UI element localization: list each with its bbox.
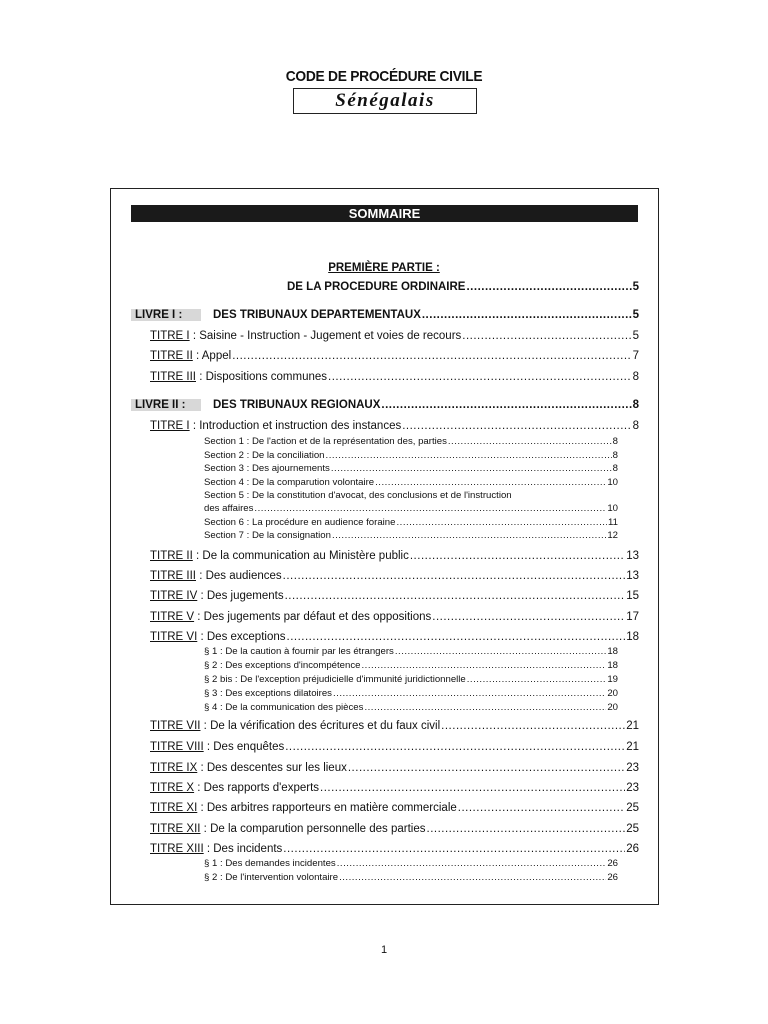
leader-dots bbox=[254, 503, 606, 514]
toc-sub-entry[interactable] bbox=[204, 688, 618, 699]
titre-text: : De la communication au Ministère public bbox=[192, 550, 409, 562]
leader-dots bbox=[448, 436, 612, 447]
sub-text: § 2 : Des exceptions d'incompétence bbox=[204, 660, 361, 671]
page-ref: 18 bbox=[607, 646, 618, 657]
titre-text: : Des audiences bbox=[196, 570, 282, 582]
toc-entry[interactable] bbox=[150, 720, 639, 732]
page-ref: 26 bbox=[607, 858, 618, 869]
leader-dots bbox=[375, 477, 606, 488]
toc-entry[interactable] bbox=[150, 762, 639, 774]
titre-code: TITRE XI bbox=[150, 802, 198, 814]
sub-text: Section 4 : De la comparution volontaire bbox=[204, 477, 375, 488]
leader-dots bbox=[395, 646, 606, 657]
page-ref: 5 bbox=[632, 330, 639, 342]
sub-text: § 3 : Des exceptions dilatoires bbox=[204, 688, 332, 699]
toc-entry[interactable] bbox=[150, 611, 639, 623]
titre-code: TITRE XIII bbox=[150, 843, 204, 855]
leader-dots bbox=[364, 702, 606, 713]
toc-entry[interactable] bbox=[150, 741, 639, 753]
page-ref: 18 bbox=[607, 660, 618, 671]
toc-sub-entry[interactable] bbox=[204, 872, 618, 883]
leader-dots bbox=[422, 309, 632, 321]
toc-entry[interactable] bbox=[150, 823, 639, 835]
titre-code: TITRE XII bbox=[150, 823, 201, 835]
sub-text: § 2 bis : De l'exception préjudicielle d'immunité juridictionnelle bbox=[204, 674, 466, 685]
leader-dots bbox=[466, 281, 631, 293]
titre-code: TITRE I bbox=[150, 420, 190, 432]
page-ref: 10 bbox=[607, 477, 618, 488]
toc-sub-entry-first-line: Section 5 : De la constitution d'avocat, des conclusions et de l'instruction bbox=[204, 490, 512, 501]
leader-dots bbox=[362, 660, 607, 671]
toc-entry[interactable] bbox=[150, 802, 639, 814]
leader-dots bbox=[232, 350, 631, 362]
page-ref: 20 bbox=[607, 702, 618, 713]
titre-code: TITRE IV bbox=[150, 590, 198, 602]
toc-sub-entry[interactable] bbox=[204, 646, 618, 657]
toc-sub-entry[interactable] bbox=[204, 503, 618, 514]
page-ref: 8 bbox=[612, 436, 618, 447]
titre-text: : Des arbitres rapporteurs en matière commerciale bbox=[197, 802, 457, 814]
sub-text: § 1 : Des demandes incidentes bbox=[204, 858, 336, 869]
titre-code: TITRE IX bbox=[150, 762, 198, 774]
toc-entry[interactable] bbox=[150, 782, 639, 794]
sub-text: § 2 : De l'intervention volontaire bbox=[204, 872, 339, 883]
part-title: DE LA PROCÉDURE ORDINAIRE bbox=[287, 281, 466, 293]
toc-entry[interactable] bbox=[150, 590, 639, 602]
titre-text: : Saisine - Instruction - Jugement et voies de recours bbox=[189, 330, 462, 342]
leader-dots bbox=[287, 631, 626, 643]
titre-text: : Dispositions communes bbox=[196, 371, 328, 383]
sub-text: Section 7 : De la consignation bbox=[204, 530, 331, 541]
page-ref: 23 bbox=[626, 782, 639, 794]
leader-dots bbox=[337, 858, 607, 869]
leader-dots bbox=[320, 782, 625, 794]
page-ref: 13 bbox=[626, 570, 639, 582]
toc-entry[interactable] bbox=[150, 350, 639, 362]
leader-dots bbox=[339, 872, 606, 883]
leader-dots bbox=[402, 420, 631, 432]
leader-dots bbox=[410, 550, 625, 562]
sub-text: Section 1 : De l'action et de la représentation des, parties bbox=[204, 436, 447, 447]
toc-entry[interactable] bbox=[150, 330, 639, 342]
titre-text: : Des enquêtes bbox=[203, 741, 285, 753]
toc-sub-entry[interactable] bbox=[204, 517, 618, 528]
titre-code: TITRE III bbox=[150, 570, 196, 582]
toc-entry[interactable] bbox=[150, 570, 639, 582]
summary-banner: SOMMAIRE bbox=[131, 205, 638, 222]
page-ref: 5 bbox=[632, 281, 639, 293]
sub-text: Section 3 : Des ajournements bbox=[204, 463, 330, 474]
document-subtitle: Sénégalais bbox=[293, 88, 477, 114]
page-ref: 26 bbox=[626, 843, 639, 855]
page-ref: 17 bbox=[626, 611, 639, 623]
titre-code: TITRE I bbox=[150, 330, 190, 342]
leader-dots bbox=[441, 720, 625, 732]
toc-entry[interactable] bbox=[150, 843, 639, 855]
page-ref: 10 bbox=[607, 503, 618, 514]
livre-tag: LIVRE II : bbox=[131, 399, 201, 411]
toc-entry[interactable] bbox=[150, 420, 639, 432]
leader-dots bbox=[328, 371, 632, 383]
page-ref: 7 bbox=[632, 350, 639, 362]
titre-code: TITRE X bbox=[150, 782, 195, 794]
page-ref: 20 bbox=[607, 688, 618, 699]
leader-dots bbox=[458, 802, 625, 814]
leader-dots bbox=[285, 741, 625, 753]
livre-2-line[interactable] bbox=[131, 399, 639, 411]
page-ref: 8 bbox=[612, 450, 618, 461]
leader-dots bbox=[283, 570, 626, 582]
livre-1-line[interactable] bbox=[131, 309, 639, 321]
page-ref: 12 bbox=[607, 530, 618, 541]
titre-text: : Des jugements par défaut et des oppositions bbox=[194, 611, 432, 623]
toc-sub-entry[interactable] bbox=[204, 674, 618, 685]
page-ref: 8 bbox=[632, 399, 639, 411]
part-label: PREMIÈRE PARTIE : bbox=[328, 262, 440, 274]
page-ref: 11 bbox=[608, 517, 618, 528]
titre-code: TITRE VIII bbox=[150, 741, 204, 753]
livre-title: DES TRIBUNAUX REGIONAUX bbox=[213, 399, 381, 411]
leader-dots bbox=[467, 674, 607, 685]
page-ref: 25 bbox=[626, 823, 639, 835]
titre-text: : Des incidents bbox=[203, 843, 283, 855]
page-ref: 19 bbox=[607, 674, 618, 685]
leader-dots bbox=[348, 762, 625, 774]
leader-dots bbox=[283, 843, 625, 855]
page-ref: 21 bbox=[626, 720, 639, 732]
page-ref: 21 bbox=[626, 741, 639, 753]
titre-code: TITRE II bbox=[150, 350, 193, 362]
leader-dots bbox=[326, 450, 612, 461]
titre-text: : De la comparution personnelle des parties bbox=[200, 823, 426, 835]
page-ref: 23 bbox=[626, 762, 639, 774]
titre-code: TITRE VII bbox=[150, 720, 201, 732]
toc-sub-entry[interactable] bbox=[204, 477, 618, 488]
page-ref: 8 bbox=[632, 420, 639, 432]
page-number: 1 bbox=[380, 944, 388, 956]
page-ref: 26 bbox=[607, 872, 618, 883]
page-ref: 15 bbox=[626, 590, 639, 602]
toc-entry[interactable] bbox=[150, 550, 639, 562]
titre-text: : Des jugements bbox=[197, 590, 284, 602]
titre-text: : Introduction et instruction des instances bbox=[189, 420, 402, 432]
document-title: CODE DE PROCÉDURE CIVILE bbox=[285, 68, 483, 85]
toc-sub-entry[interactable] bbox=[204, 530, 618, 541]
leader-dots bbox=[332, 530, 606, 541]
leader-dots bbox=[462, 330, 631, 342]
toc-sub-entry[interactable] bbox=[204, 463, 618, 474]
sub-text: § 4 : De la communication des pièces bbox=[204, 702, 364, 713]
toc-sub-entry[interactable] bbox=[204, 660, 618, 671]
toc-entry[interactable] bbox=[150, 631, 639, 643]
toc-sub-entry[interactable] bbox=[204, 858, 618, 869]
leader-dots bbox=[285, 590, 626, 602]
leader-dots bbox=[331, 463, 612, 474]
titre-text: : Des exceptions bbox=[197, 631, 286, 643]
titre-text: : De la vérification des écritures et du faux civil bbox=[200, 720, 441, 732]
leader-dots bbox=[427, 823, 626, 835]
titre-code: TITRE V bbox=[150, 611, 195, 623]
titre-code: TITRE II bbox=[150, 550, 193, 562]
page-ref: 5 bbox=[632, 309, 639, 321]
sub-text: Section 2 : De la conciliation bbox=[204, 450, 325, 461]
summary-frame bbox=[110, 188, 659, 905]
part-title-line[interactable] bbox=[287, 281, 639, 293]
toc-sub-entry[interactable] bbox=[204, 702, 618, 713]
titre-code: TITRE VI bbox=[150, 631, 198, 643]
page-ref: 8 bbox=[632, 371, 639, 383]
leader-dots bbox=[333, 688, 606, 699]
page-ref: 18 bbox=[626, 631, 639, 643]
page-ref: 13 bbox=[626, 550, 639, 562]
leader-dots bbox=[432, 611, 625, 623]
toc-sub-entry[interactable] bbox=[204, 450, 618, 461]
titre-text: : Des descentes sur les lieux bbox=[197, 762, 347, 774]
leader-dots bbox=[381, 399, 631, 411]
toc-sub-entry[interactable] bbox=[204, 436, 618, 447]
titre-text: : Des rapports d'experts bbox=[194, 782, 320, 794]
sub-text: des affaires bbox=[204, 503, 254, 514]
titre-text: : Appel bbox=[192, 350, 232, 362]
toc-entry[interactable] bbox=[150, 371, 639, 383]
livre-tag: LIVRE I : bbox=[131, 309, 201, 321]
page-ref: 25 bbox=[626, 802, 639, 814]
page-ref: 8 bbox=[612, 463, 618, 474]
livre-title: DES TRIBUNAUX DEPARTEMENTAUX bbox=[213, 309, 421, 321]
titre-code: TITRE III bbox=[150, 371, 196, 383]
sub-text: Section 6 : La procédure en audience foraine bbox=[204, 517, 396, 528]
leader-dots bbox=[396, 517, 607, 528]
sub-text: § 1 : De la caution à fournir par les étrangers bbox=[204, 646, 394, 657]
